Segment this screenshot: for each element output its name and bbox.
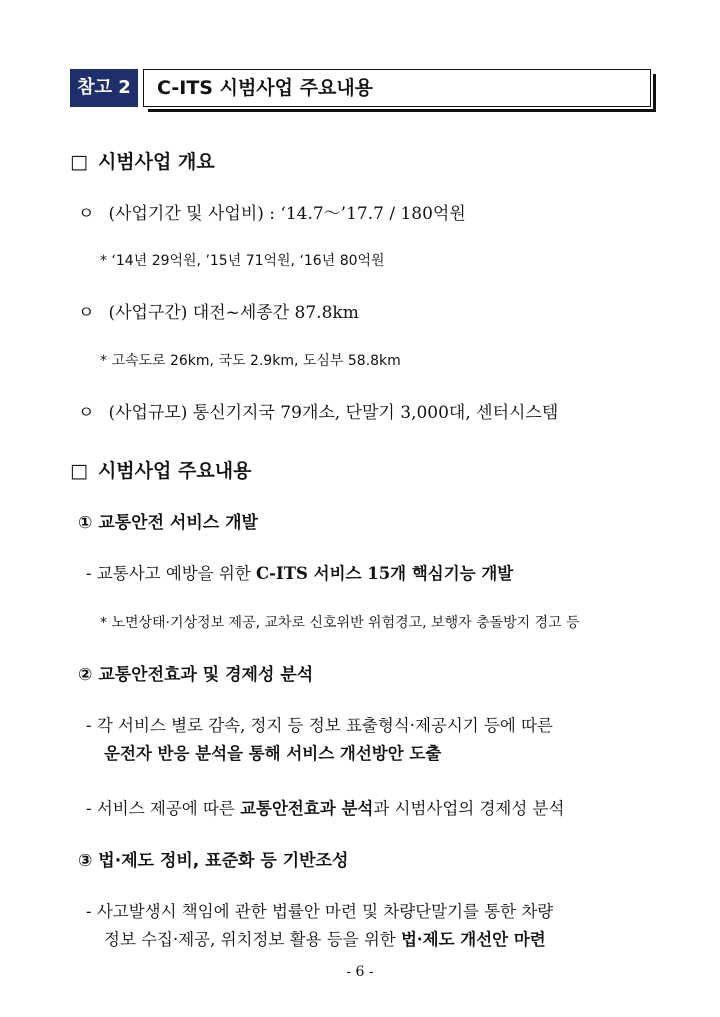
note: * 노면상태·기상정보 제공, 교차로 신호위반 위험경고, 보행자 충돌방지 경고 등	[100, 615, 580, 631]
subsection-title: ③ 법·제도 정비, 표준화 등 기반조성	[78, 851, 349, 871]
dash-item-line-bold: 운전자 반응 분석을 통해 서비스 개선방안 도출	[104, 744, 442, 763]
section-heading-overview	[70, 147, 215, 174]
section-heading-contents	[70, 456, 251, 483]
section-heading-text: 시범사업 개요	[97, 151, 215, 173]
circle-bullet-icon: ㅇ	[78, 303, 95, 323]
list-item	[78, 298, 359, 323]
dash-item	[86, 795, 564, 819]
dash-item	[86, 560, 513, 584]
list-item-text: (사업규모) 통신기지국 79개소, 단말기 3,000대, 센터시스템	[108, 403, 559, 423]
dash-item-line: - 각 서비스 별로 감속, 정지 등 정보 표출형식·제공시기 등에 따른	[86, 716, 553, 735]
dash-item-text: - 서비스 제공에 따른	[86, 799, 241, 818]
dash-item-line	[104, 926, 546, 950]
list-item-text: (사업기간 및 사업비) : ‘14.7～’17.7 / 180억원	[108, 204, 466, 224]
checkbox-icon: □	[70, 151, 88, 173]
subsection-title: ② 교통안전효과 및 경제성 분석	[78, 665, 314, 685]
dash-item-line: - 사고발생시 책임에 관한 법률안 마련 및 차량단말기를 통한 차량	[86, 902, 554, 921]
note: * ‘14년 29억원, ’15년 71억원, ‘16년 80억원	[100, 253, 385, 269]
dash-item-text: 과 시범사업의 경제성 분석	[373, 799, 565, 818]
circle-bullet-icon: ㅇ	[78, 403, 95, 423]
checkbox-icon: □	[70, 460, 88, 482]
dash-item-text: - 교통사고 예방을 위한	[86, 564, 257, 583]
page-number: - 6 -	[346, 964, 374, 980]
note: * 고속도로 26km, 국도 2.9km, 도심부 58.8km	[100, 353, 401, 369]
list-item-text: (사업구간) 대전~세종간 87.8km	[108, 303, 359, 323]
list-item	[78, 199, 466, 224]
dash-item-text: 정보 수집·제공, 위치정보 활용 등을 위한	[104, 930, 401, 949]
section-heading-text: 시범사업 주요내용	[97, 460, 252, 482]
subsection-title: ① 교통안전 서비스 개발	[78, 513, 258, 533]
dash-item-bold: C-ITS 서비스 15개 핵심기능 개발	[256, 564, 514, 583]
page-title: C-ITS 시범사업 주요내용	[157, 77, 374, 99]
title-badge: 참고 2	[70, 69, 138, 107]
dash-item-bold: 교통안전효과 분석	[240, 799, 374, 818]
dash-item-bold: 법·제도 개선안 마련	[400, 930, 546, 949]
list-item	[78, 398, 558, 423]
circle-bullet-icon: ㅇ	[78, 204, 95, 224]
